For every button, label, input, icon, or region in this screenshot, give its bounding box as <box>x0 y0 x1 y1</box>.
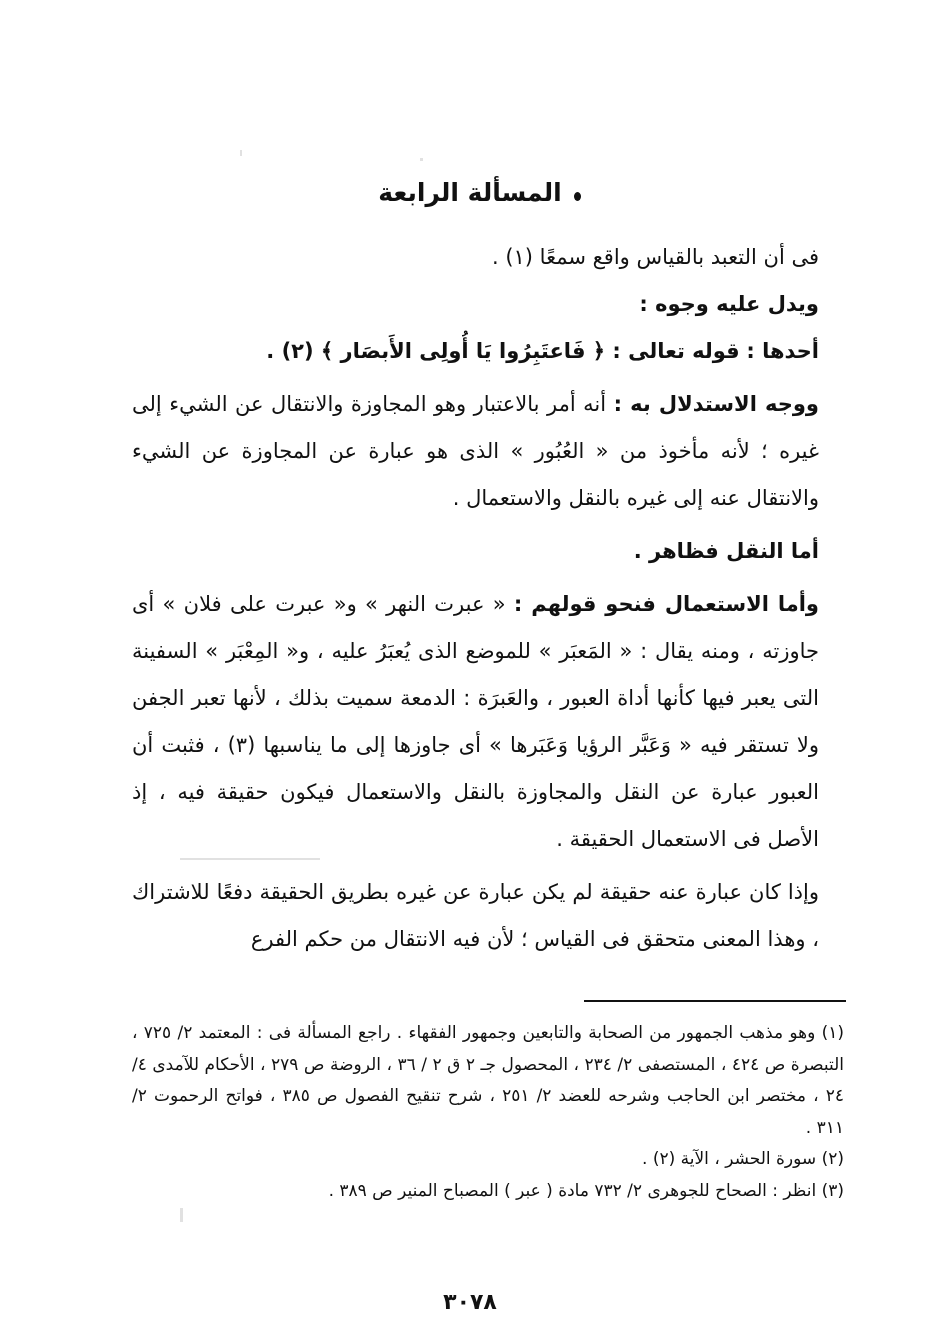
paragraph-6-lead: وأما الاستعمال فنحو قولهم : <box>513 592 819 616</box>
paragraph-6-text: « عبرت النهر » و« عبرت على فلان » أى جاوزته ، ومنه يقال : « المَعبَر » للموضع الذى يُعبَرُ عليه ، و« المِعْبَر » السفينة التى يعبر فيها كأنها أداة العبور ، والعَبرَة : الدمعة سميت بذلك ، لأنها تعبر الجفن ولا تستقر فيه « وَعَبَّر الرؤيا وَعَبَرها » أى جاوزها إلى ما يناسبها (٣) ، فثبت أن العبور عبارة عن النقل والمجاوزة بالنقل والاستعمال فيكون حقيقة فيه ، إذ الأصل فى الاستعمال الحقيقة . <box>132 592 819 851</box>
paragraph-1-text: فى أن التعبد بالقياس واقع سمعًا (١) . <box>491 245 819 269</box>
scan-speck <box>180 858 320 860</box>
footnotes <box>132 1018 844 1207</box>
footnote-1: (١) وهو مذهب الجمهور من الصحابة والتابعين وجمهور الفقهاء . راجع المسألة فى : المعتمد ٢/ ٧٢٥ ، التبصرة ص ٤٢٤ ، المستصفى ٢/ ٢٣٤ ، المحصول جـ ٢ ق ٢ / ٣٦ ، الروضة ص ٢٧٩ ، الأحكام للآمدى ٤/ ٢٤ ، مختصر ابن الحاجب وشرحه للعضد ٢/ ٢٥١ ، شرح تنقيح الفصول ص ٣٨٥ ، فواتح الرحموت ٢/ ٣١١ . <box>132 1023 844 1138</box>
page-number: ٣٠٧٨ <box>443 1290 497 1315</box>
paragraph-4-text: أنه أمر بالاعتبار وهو المجاوزة والانتقال عن الشيء إلى غيره ؛ لأنه مأخوذ من « العُبُور » الذى هو عبارة عن المجاوزة عن الشيء والانتقال عنه إلى غيره بالنقل والاستعمال . <box>132 392 819 510</box>
paragraph-5 <box>132 528 844 575</box>
paragraph-5-lead: أما النقل فظاهر . <box>633 539 819 563</box>
paragraph-6 <box>132 581 844 863</box>
paragraph-7 <box>132 869 844 963</box>
paragraph-4-lead: ووجه الاستدلال به : <box>613 392 819 416</box>
main-text <box>132 234 844 963</box>
section-title: المسألة الرابعة <box>378 178 562 207</box>
scan-speck <box>420 158 423 161</box>
paragraph-4 <box>132 381 844 522</box>
footnote-2: (٢) سورة الحشر ، الآية (٢) . <box>642 1149 844 1169</box>
paragraph-2-lead: ويدل عليه وجوه : <box>639 292 819 316</box>
footnote-3: (٣) انظر : الصحاح للجوهرى ٢/ ٧٣٢ مادة ( عبر ) المصباح المنير ص ٣٨٩ . <box>328 1180 844 1201</box>
footnote-separator <box>584 1000 846 1002</box>
paragraph-1 <box>132 234 844 281</box>
title-ornament-dot <box>574 192 581 201</box>
scan-speck <box>240 150 242 156</box>
paragraph-3-text: قوله تعالى : ﴿ فَاعتَبِرُوا يَا أُولِى الأَبصَار ﴾ (٢) . <box>266 339 740 363</box>
paragraph-3-lead: أحدها : <box>746 339 819 363</box>
paragraph-3 <box>132 328 844 375</box>
scan-speck <box>180 1208 183 1222</box>
paragraph-2 <box>132 281 844 328</box>
paragraph-7-text: وإذا كان عبارة عنه حقيقة لم يكن عبارة عن غيره بطريق الحقيقة دفعًا للاشتراك ، وهذا المعنى متحقق فى القياس ؛ لأن فيه الانتقال من حكم الفرع <box>132 880 819 951</box>
